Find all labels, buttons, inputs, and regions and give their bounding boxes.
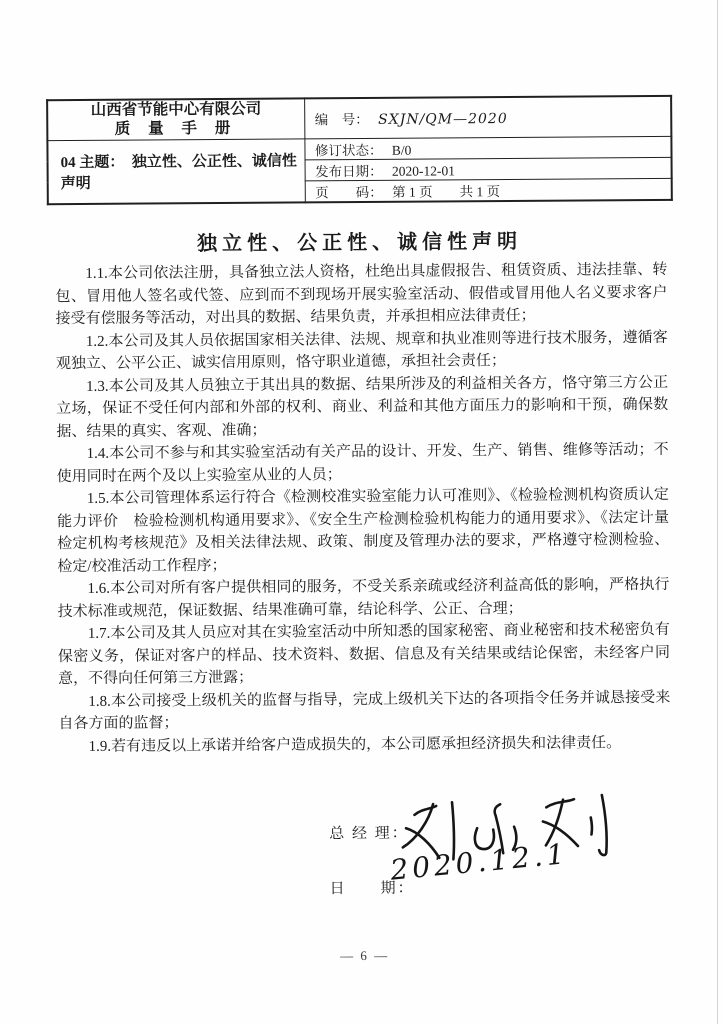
paragraph-1-7: 1.7.本公司及其人员应对其在实验室活动中所知悉的国家秘密、商业秘密和技术秘密负有保密义务，保证对客户的样品、技术资料、数据、信息及有关结果或结论保密，未经客户同意，不得向任何第三方泄露； <box>57 621 671 688</box>
paragraph-1-1: 1.1.本公司依法注册，具备独立法人资格，杜绝出具虚假报告、租赁资质、违法挂靠、转包、冒用他人签名或代签、应到而不到现场开展实验室活动、假借或冒用他人名义要求客户接受有偿服务等活动，对出具的数据、结果负责，并承担相应法律责任； <box>55 261 668 328</box>
issue-date-label: 发布日期： <box>315 163 383 179</box>
page-code-cell <box>305 178 672 202</box>
declaration-title: 独立性、公正性、诚信性声明 <box>197 230 523 256</box>
subject-cell <box>47 138 304 203</box>
issue-date-value: 2020-12-01 <box>391 162 456 179</box>
page-code-value: 第 1 页 共 1 页 <box>392 183 501 200</box>
company-cell <box>47 98 304 140</box>
signature-stroke <box>591 817 592 834</box>
doc-number-label: 编 号： <box>314 112 369 128</box>
issue-date-cell <box>305 157 672 181</box>
paragraph-1-5: 1.5.本公司管理体系运行符合《检测校准实验室能力认可准则》、《检验检测机构资质认定能力评价 检验检测机构通用要求》、《安全生产检测检验机构能力的通用要求》、《法定计量检定机构考核规范》及相关法律法规、政策、制度及管理办法的要求，严格遵守检测检验、检定/校准活动工作程序； <box>57 486 670 575</box>
subject-line: 04 主题： 独立性、公正性、诚信性声明 <box>60 152 297 192</box>
paragraph-1-4: 1.4.本公司不参与和其实验室活动有关产品的设计、开发、生产、销售、维修等活动；不使用同时在两个及以上实验室从业的人员； <box>56 441 669 485</box>
signature-stroke <box>401 804 435 847</box>
revision-status-value: B/0 <box>391 142 412 158</box>
company-name: 山西省节能中心有限公司 <box>90 100 262 120</box>
revision-status-label: 修订状态： <box>314 142 383 158</box>
date-label: 日 期： <box>329 880 415 898</box>
page-number: — 6 — <box>340 947 390 964</box>
signature-stroke <box>546 799 574 807</box>
manual-title: 质 量 手 册 <box>114 120 238 138</box>
general-manager-label: 总 经 理： <box>329 825 409 843</box>
revision-status-cell <box>304 136 671 160</box>
paragraph-1-3: 1.3.本公司及其人员独立于其出具的数据、结果所涉及的利益相关各方，恪守第三方公正立场，保证不受任何内部和外部的权利、商业、利益和其他方面压力的影响和干预，确保数据、结果的真实、客观、准确； <box>56 374 669 440</box>
page-code-label: 页 码： <box>315 184 383 200</box>
paragraph-1-9: 1.9.若有违反以上承诺并给客户造成损失的，本公司愿承担经济损失和法律责任。 <box>88 734 622 755</box>
doc-number-value: SXJN/QM—2020 <box>378 111 508 129</box>
signature-stroke <box>597 795 608 855</box>
paragraph-1-2: 1.2.本公司及其人员依据国家相关法律、法规、规章和执业准则等进行技术服务，遵循客观独立、公平公正、诚实信用原则，恪守职业道德，承担社会责任； <box>55 329 668 373</box>
header-table <box>46 95 673 205</box>
declaration-body <box>55 259 670 758</box>
paragraph-1-6: 1.6.本公司对所有客户提供相同的服务，不受关系亲疏或经济利益高低的影响，严格执行技术标准或规范，保证数据、结果准确可靠，结论科学、公正、合理； <box>57 576 670 620</box>
paragraph-1-8: 1.8.本公司接受上级机关的监督与指导，完成上级机关下达的各项指令任务并诚恳接受来自各方面的监督； <box>58 689 671 733</box>
doc-number-cell <box>304 96 671 139</box>
date-handwriting: 2020.12.1 <box>388 837 570 887</box>
scan-edge-artifact <box>717 0 718 1024</box>
